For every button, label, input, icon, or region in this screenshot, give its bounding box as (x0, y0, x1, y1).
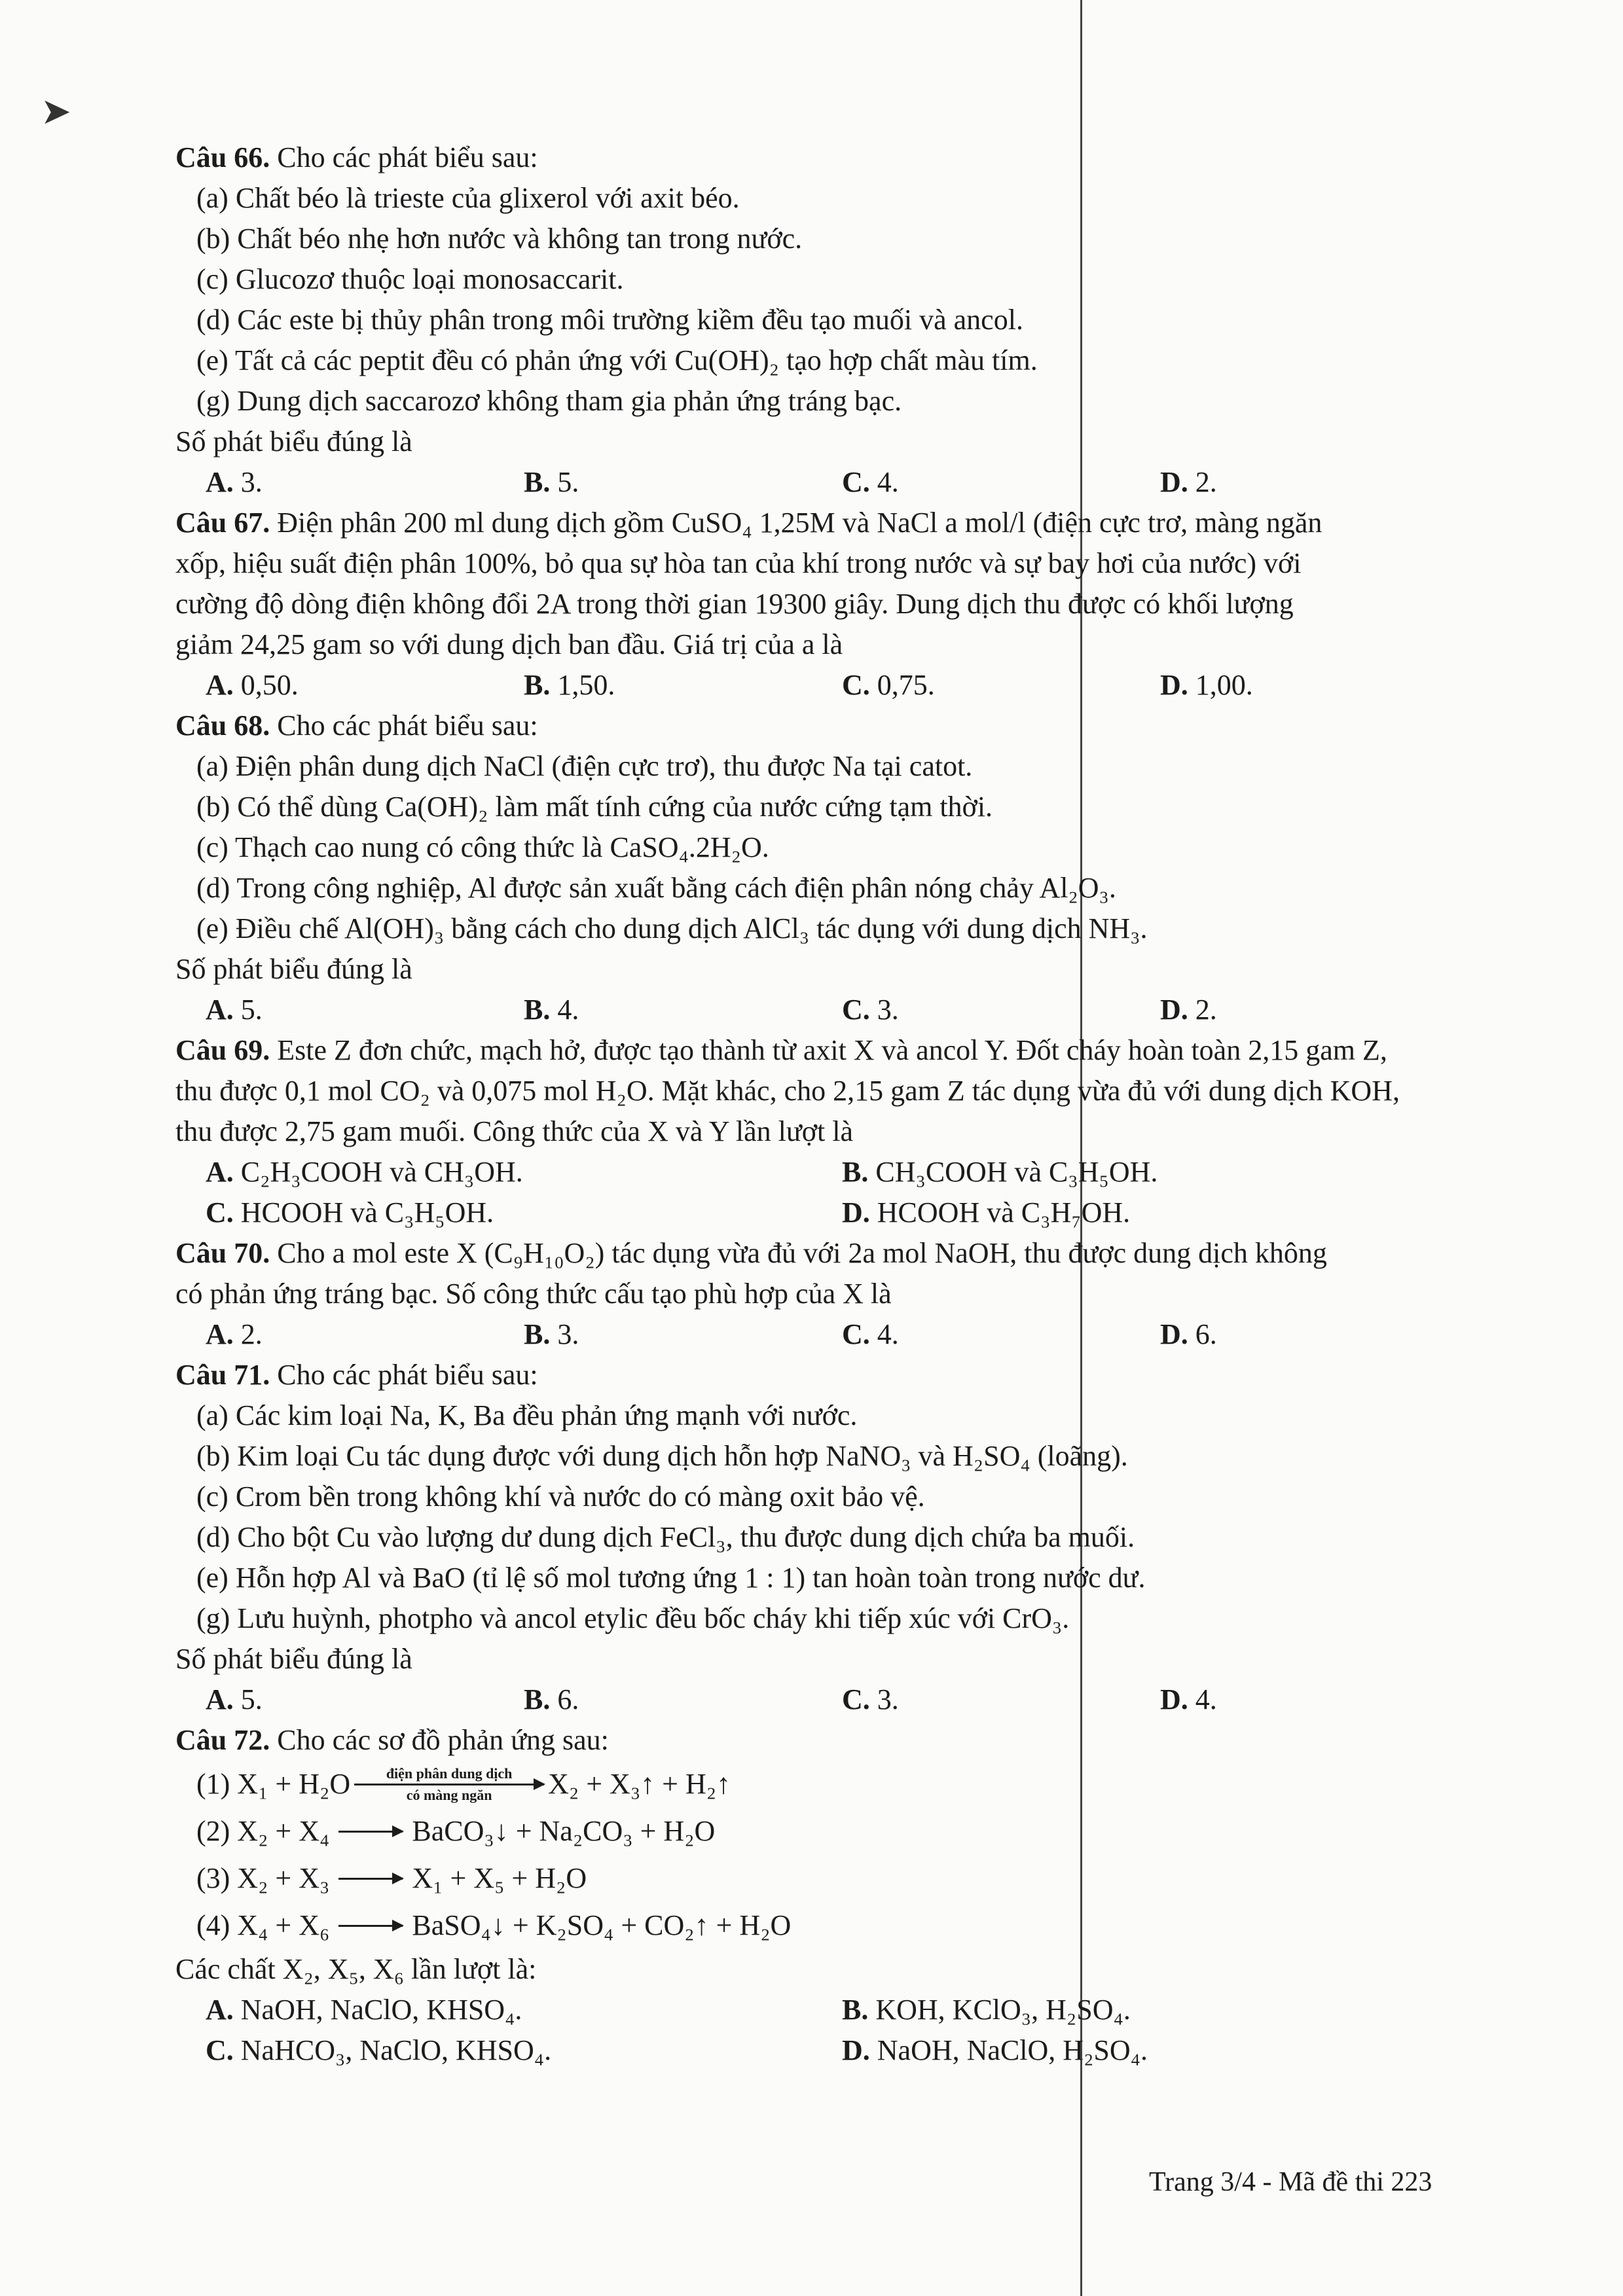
option-c: C. 0,75. (842, 669, 935, 701)
page-footer: Trang 3/4 - Mã đề thi 223 (1149, 2167, 1432, 2197)
option-d: D. 4. (1160, 1683, 1217, 1715)
option-a: A. 2. (206, 1318, 263, 1350)
question-number: Câu 70. (175, 1237, 270, 1269)
reaction-1 (175, 1761, 1478, 1808)
option-c: C. HCOOH và C₃H₅OH. (206, 1196, 494, 1229)
statement: (b) Chất béo nhẹ hơn nước và không tan trong nước. (196, 223, 803, 255)
statement: (c) Crom bền trong không khí và nước do có màng oxit bảo vệ. (196, 1480, 925, 1513)
statement: (g) Dung dịch saccarozơ không tham gia phản ứng tráng bạc. (196, 385, 902, 417)
products: BaCO₃↓ + Na₂CO₃ + H₂O (412, 1815, 716, 1847)
answer-options (175, 990, 1478, 1030)
products: BaSO₄↓ + K₂SO₄ + CO₂↑ + H₂O (412, 1909, 792, 1941)
question-text: cường độ dòng điện không đổi 2A trong thời gian 19300 giây. Dung dịch thu được có khối lượng (175, 588, 1294, 620)
question-stem: Cho các phát biểu sau: (270, 1359, 538, 1391)
question-stem: Este Z đơn chức, mạch hở, được tạo thành từ axit X và ancol Y. Đốt cháy hoàn toàn 2,15 gam Z, (270, 1034, 1387, 1066)
statement: (a) Điện phân dung dịch NaCl (điện cực trơ), thu được Na tại catot. (196, 750, 973, 782)
option-c: C. 4. (842, 466, 899, 498)
option-b: B. 1,50. (524, 669, 615, 701)
statement: (a) Các kim loại Na, K, Ba đều phản ứng mạnh với nước. (196, 1399, 858, 1431)
option-c: C. 3. (842, 994, 899, 1026)
option-c: C. 4. (842, 1318, 899, 1350)
answer-options (175, 1193, 1478, 1233)
question-67 (175, 503, 1478, 706)
questions (175, 137, 1478, 2071)
question-stem: Cho các phát biểu sau: (270, 709, 538, 742)
question-text: có phản ứng tráng bạc. Số công thức cấu tạo phù hợp của X là (175, 1278, 892, 1310)
statement: (e) Tất cả các peptit đều có phản ứng với Cu(OH)₂ tạo hợp chất màu tím. (196, 344, 1038, 376)
question-66 (175, 137, 1478, 503)
reaction-arrow-icon (354, 1765, 544, 1804)
question-ask: Số phát biểu đúng là (175, 953, 412, 985)
statement: (a) Chất béo là trieste của glixerol với axit béo. (196, 182, 740, 214)
products: X₂ + X₃↑ + H₂↑ (548, 1768, 731, 1800)
statement: (d) Các este bị thủy phân trong môi trường kiềm đều tạo muối và ancol. (196, 304, 1023, 336)
statement: (g) Lưu huỳnh, photpho và ancol etylic đều bốc cháy khi tiếp xúc với CrO₃. (196, 1602, 1070, 1634)
arrow-condition-top: điện phân dung dịch (386, 1765, 513, 1782)
corner-mark: ➤ (41, 92, 71, 132)
option-d: D. 2. (1160, 994, 1217, 1026)
option-c: C. NaHCO₃, NaClO, KHSO₄. (206, 2034, 552, 2066)
question-number: Câu 67. (175, 507, 270, 539)
reaction-arrow-icon (338, 1829, 403, 1834)
option-d: D. 1,00. (1160, 669, 1253, 701)
answer-options (175, 1314, 1478, 1355)
question-number: Câu 69. (175, 1034, 270, 1066)
reactants: (2) X₂ + X₄ (196, 1815, 330, 1847)
question-69 (175, 1030, 1478, 1233)
question-number: Câu 68. (175, 709, 270, 742)
option-d: D. HCOOH và C₃H₇OH. (842, 1196, 1131, 1229)
statement: (d) Trong công nghiệp, Al được sản xuất bằng cách điện phân nóng chảy Al₂O₃. (196, 872, 1116, 904)
question-stem: Cho các sơ đồ phản ứng sau: (270, 1724, 609, 1756)
option-a: A. C₂H₃COOH và CH₃OH. (206, 1156, 523, 1188)
arrow-condition-bottom: có màng ngăn (406, 1786, 492, 1803)
question-70 (175, 1233, 1478, 1355)
option-b: B. 6. (524, 1683, 579, 1715)
reaction-3 (175, 1855, 1478, 1902)
question-number: Câu 71. (175, 1359, 270, 1391)
question-text: thu được 0,1 mol CO₂ và 0,075 mol H₂O. Mặt khác, cho 2,15 gam Z tác dụng vừa đủ với dung dịch KOH, (175, 1075, 1400, 1107)
statement: (b) Có thể dùng Ca(OH)₂ làm mất tính cứng của nước cứng tạm thời. (196, 791, 993, 823)
answer-options (175, 1152, 1478, 1193)
reactants: (4) X₄ + X₆ (196, 1909, 330, 1941)
option-b: B. KOH, KClO₃, H₂SO₄. (842, 1994, 1131, 2026)
reactants: (3) X₂ + X₃ (196, 1862, 330, 1894)
answer-options (175, 2030, 1478, 2071)
answer-options (175, 1679, 1478, 1720)
statement: (e) Điều chế Al(OH)₃ bằng cách cho dung dịch AlCl₃ tác dụng với dung dịch NH₃. (196, 912, 1148, 944)
statement: (c) Glucozơ thuộc loại monosaccarit. (196, 263, 624, 295)
question-stem: Cho a mol este X (C₉H₁₀O₂) tác dụng vừa đủ với 2a mol NaOH, thu được dung dịch không (270, 1237, 1327, 1269)
question-text: thu được 2,75 gam muối. Công thức của X và Y lần lượt là (175, 1115, 853, 1147)
option-a: A. 5. (206, 1683, 263, 1715)
option-b: B. CH₃COOH và C₃H₅OH. (842, 1156, 1158, 1188)
question-number: Câu 66. (175, 141, 270, 173)
option-b: B. 3. (524, 1318, 579, 1350)
option-a: A. 0,50. (206, 669, 299, 701)
reaction-2 (175, 1808, 1478, 1855)
question-text: giảm 24,25 gam so với dung dịch ban đầu. Giá trị của a là (175, 628, 843, 660)
question-text: xốp, hiệu suất điện phân 100%, bỏ qua sự hòa tan của khí trong nước và sự bay hơi của nước) với (175, 547, 1302, 579)
statement: (d) Cho bột Cu vào lượng dư dung dịch FeCl₃, thu được dung dịch chứa ba muối. (196, 1521, 1135, 1553)
reaction-arrow-icon (338, 1924, 403, 1928)
question-ask: Các chất X₂, X₅, X₆ lần lượt là: (175, 1953, 537, 1985)
question-ask: Số phát biểu đúng là (175, 425, 412, 457)
reactants: (1) X₁ + H₂O (196, 1768, 351, 1800)
question-72 (175, 1720, 1478, 2071)
question-stem: Cho các phát biểu sau: (270, 141, 538, 173)
option-b: B. 5. (524, 466, 579, 498)
question-68 (175, 706, 1478, 1030)
option-a: A. NaOH, NaClO, KHSO₄. (206, 1994, 522, 2026)
answer-options (175, 462, 1478, 503)
option-a: A. 5. (206, 994, 263, 1026)
statement: (c) Thạch cao nung có công thức là CaSO₄.2H₂O. (196, 831, 769, 863)
option-d: D. NaOH, NaClO, H₂SO₄. (842, 2034, 1148, 2066)
option-d: D. 2. (1160, 466, 1217, 498)
statement: (b) Kim loại Cu tác dụng được với dung dịch hỗn hợp NaNO₃ và H₂SO₄ (loãng). (196, 1440, 1128, 1472)
option-c: C. 3. (842, 1683, 899, 1715)
question-stem: Điện phân 200 ml dung dịch gồm CuSO₄ 1,25M và NaCl a mol/l (điện cực trơ, màng ngăn (270, 507, 1322, 539)
answer-options (175, 665, 1478, 706)
question-71 (175, 1355, 1478, 1720)
option-d: D. 6. (1160, 1318, 1217, 1350)
statement: (e) Hỗn hợp Al và BaO (tỉ lệ số mol tương ứng 1 : 1) tan hoàn toàn trong nước dư. (196, 1562, 1146, 1594)
answer-options (175, 1990, 1478, 2030)
reaction-arrow-icon (338, 1876, 403, 1881)
products: X₁ + X₅ + H₂O (412, 1862, 587, 1894)
reaction-4 (175, 1902, 1478, 1949)
question-number: Câu 72. (175, 1724, 270, 1756)
question-ask: Số phát biểu đúng là (175, 1643, 412, 1675)
option-b: B. 4. (524, 994, 579, 1026)
option-a: A. 3. (206, 466, 263, 498)
